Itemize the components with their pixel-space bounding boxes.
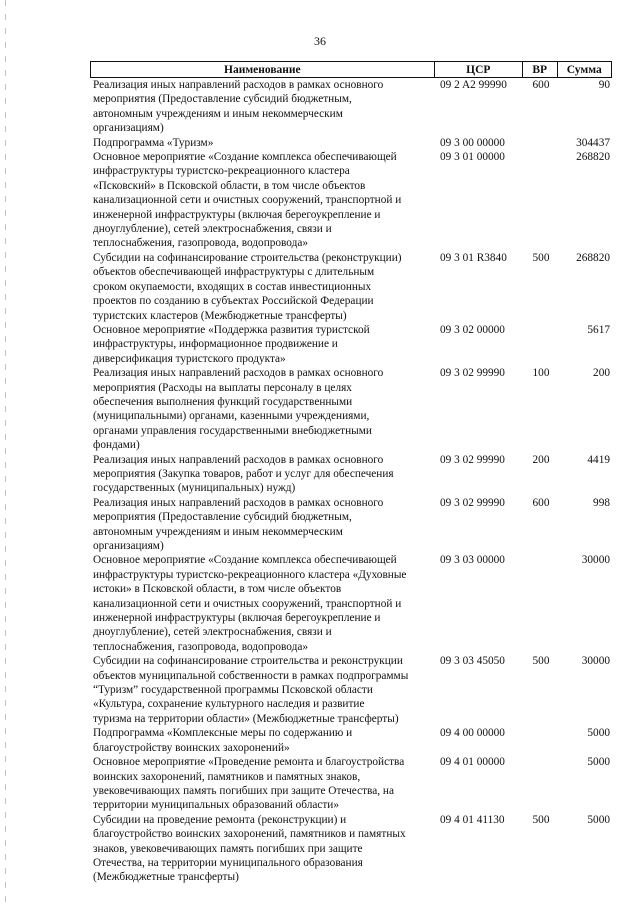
table-row [90,496,612,554]
row-csr-cell: 09 4 00 00000 [440,727,505,740]
header-vr: ВР [522,62,557,77]
row-sum-cell: 90 [598,79,610,91]
row-vr-cell: 200 [532,453,550,466]
table-row [90,251,612,323]
row-name-cell: Основное мероприятие «Создание комплекса обеспечивающей инфраструктуры туристско-рекреационного кластера «Псковский» в Псковской области, в том числе объектов канализационной сети и очистных сооружений, транспортной и инженерной инфраструктуры (включая берегоукрепление и дноуглубление), сетей электроснабжения, связи и теплоснабжения, газопровода, водопровода» [93,151,402,250]
budget-table [90,61,612,885]
row-sum-cell: 5000 [587,756,610,769]
row-name-cell: Субсидии на софинансирование строительства (реконструкции) объектов обеспечивающей инфраструктуры с длительным сроком окупаемости, входящих в состав инвестиционных проектов по созданию в субъектах Российской Федерации туристских кластеров (Межбюджетные трансферты) [93,251,402,322]
row-csr-cell: 09 3 03 00000 [440,554,505,567]
row-name-cell: Реализация иных направлений расходов в рамках основного мероприятия (Расходы на выплаты персоналу в целях обеспечения выполнения функций государственными (муниципальными) органами, казенными учреждениями, органами управления государственными внебюджетными фондами) [93,367,384,452]
row-sum-cell: 5000 [587,813,610,826]
table-row [90,553,612,654]
table-row [90,78,612,136]
row-vr-cell [524,136,558,150]
row-sum-cell: 268820 [576,251,610,264]
row-vr-cell: 500 [532,251,550,264]
row-vr-cell: 500 [532,813,550,826]
row-vr-cell: 500 [532,655,550,668]
row-vr-cell [524,553,558,654]
row-csr-cell: 09 4 01 00000 [440,756,505,769]
row-name-cell: Основное мероприятие «Проведение ремонта и благоустройства воинских захоронений, памятников и памятных знаков, увековечивающих память погибших при защите Отечества, на территории муниципальных образований области» [93,756,405,812]
row-csr-cell: 09 3 02 99990 [440,496,505,509]
row-csr-cell: 09 3 01 R3840 [440,251,507,264]
row-sum-cell: 30000 [581,655,610,668]
row-vr-cell [524,150,558,251]
row-csr-cell: 09 3 00 00000 [440,136,505,149]
row-csr-cell: 09 3 02 00000 [440,323,505,336]
table-row [90,755,612,813]
row-vr-cell [524,323,558,366]
row-csr-cell: 09 3 02 99990 [440,367,505,380]
table-row [90,453,612,496]
table-row [90,813,612,885]
row-csr-cell: 09 2 A2 99990 [440,79,507,91]
row-vr-cell [524,726,558,755]
row-name-cell: Реализация иных направлений расходов в рамках основного мероприятия (Предоставление субсидий бюджетным, автономным учреждениям и иным некоммерческим организациям) [93,496,384,552]
table-body [90,78,612,885]
row-csr-cell: 09 4 01 41130 [440,813,505,826]
row-sum-cell: 200 [593,367,610,380]
row-name-cell: Реализация иных направлений расходов в рамках основного мероприятия (Закупка товаров, работ и услуг для обеспечения государственных (муниципальных) нужд) [93,453,394,495]
row-name-cell: Реализация иных направлений расходов в рамках основного мероприятия (Предоставление субсидий бюджетным, автономным учреждениям и иным некоммерческим организациям) [93,79,384,135]
row-vr-cell: 600 [532,496,550,509]
row-name-cell: Основное мероприятие «Создание комплекса обеспечивающей инфраструктуры туристско-рекреационного кластера «Духовные истоки» в Псковской области, в том числе объектов канализационной сети и очистных сооружений, транспортной и инженерной инфраструктуры (включая берегоукрепление и дноуглубление), сетей электроснабжения, связи и теплоснабжения, газопровода, водопровода» [93,554,407,653]
table-header-row [90,61,612,78]
row-name-cell: Субсидии на софинансирование строительства и реконструкции объектов муниципальной собственности в рамках подпрограммы “Туризм” государственной программы Псковской области «Культура, сохранение культурного наследия и развитие туризма на территории области» (Межбюджетные трансферты) [93,655,409,725]
row-sum-cell: 30000 [581,554,610,567]
table-row [90,654,612,726]
row-sum-cell: 998 [593,496,610,509]
row-sum-cell: 4419 [587,453,610,466]
row-sum-cell: 5000 [587,727,610,740]
page-number: 36 [314,34,326,48]
row-vr-cell: 600 [532,79,550,91]
row-csr-cell: 09 3 02 99990 [440,453,505,466]
row-csr-cell: 09 3 03 45050 [440,655,505,668]
row-sum-cell: 304437 [576,136,610,149]
row-csr-cell: 09 3 01 00000 [440,151,505,164]
header-name: Наименование [224,63,301,76]
row-vr-cell: 100 [532,367,550,380]
row-name-cell: Основное мероприятие «Поддержка развития туристской инфраструктуры, информационное продвижение и диверсификация туристского продукта» [93,323,370,365]
table-row [90,136,612,150]
table-row [90,366,612,452]
table-row [90,150,612,251]
row-name-cell: Подпрограмма «Туризм» [93,136,214,149]
table-row [90,726,612,755]
row-vr-cell [524,755,558,813]
table-row [90,323,612,366]
scan-edge [5,0,6,905]
row-name-cell: Субсидии на проведение ремонта (реконструкции) и благоустройство воинских захоронений, памятников и памятных знаков, увековечивающих память погибших при защите Отечества, на территории муниципального образования (Межбюджетные трансферты) [93,813,406,884]
row-sum-cell: 5617 [587,323,610,336]
header-csr: ЦСР [434,62,522,77]
row-sum-cell: 268820 [576,151,610,164]
header-sum: Сумма [557,62,611,77]
row-name-cell: Подпрограмма «Комплексные меры по содержанию и благоустройству воинских захоронений» [93,727,353,754]
